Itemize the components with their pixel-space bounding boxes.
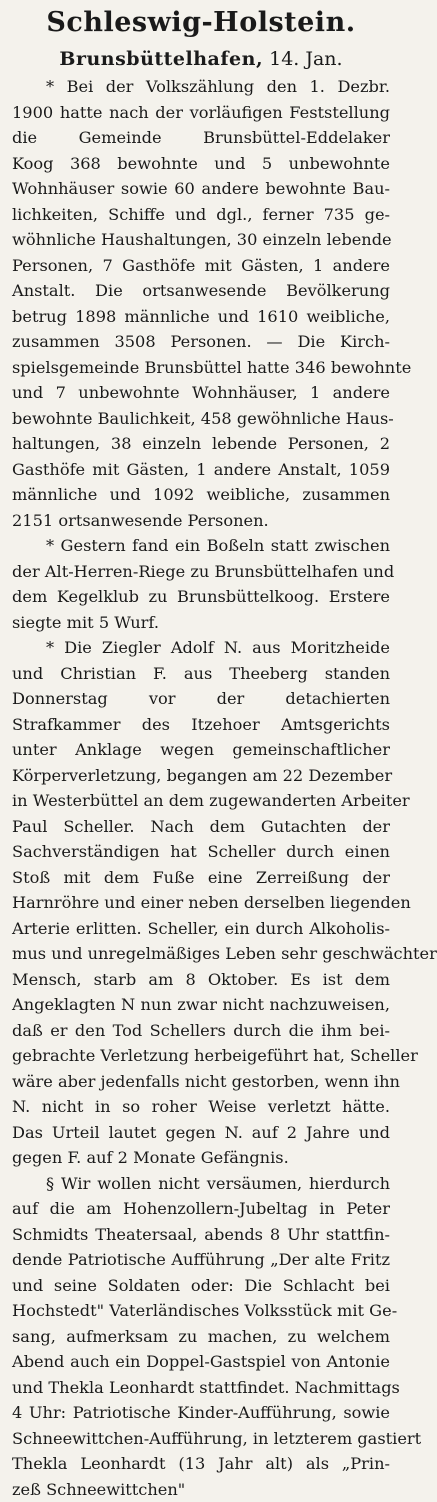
article-line: Mensch, starb am 8 Oktober. Es ist dem <box>12 967 390 993</box>
article-line: betrug 1898 männliche und 1610 weibliche, <box>12 304 390 330</box>
article-line: und 7 unbewohnte Wohnhäuser, 1 andere <box>12 380 390 406</box>
article-line: Paul Scheller. Nach dem Gutachten der <box>12 814 390 840</box>
article-line: Donnerstag vor der detachierten <box>12 686 390 712</box>
article-line: Abend auch ein Doppel-Gastspiel von Antonie <box>12 1349 390 1375</box>
article-line: zeß Schneewittchen" <box>12 1477 390 1502</box>
article-line: gegen F. auf 2 Monate Gefängnis. <box>12 1145 390 1171</box>
article-line: * Die Ziegler Adolf N. aus Moritzheide <box>12 635 390 661</box>
section-heading: Schleswig-Holstein. <box>12 6 390 40</box>
article-line: und Christian F. aus Theeberg standen <box>12 661 390 687</box>
dateline-date: 14. Jan. <box>269 48 342 70</box>
article-paragraph <box>12 74 390 533</box>
article-line: siegte mit 5 Wurf. <box>12 610 390 636</box>
article-paragraph <box>12 635 390 1171</box>
article-line: der Alt-Herren-Riege zu Brunsbüttelhafen und <box>12 559 390 585</box>
article-line: 1900 hatte nach der vorläufigen Feststellung <box>12 100 390 126</box>
article-line: in Westerbüttel an dem zugewanderten Arbeiter <box>12 788 390 814</box>
article-line: lichkeiten, Schiffe und dgl., ferner 735 ge- <box>12 202 390 228</box>
article-line: haltungen, 38 einzeln lebende Personen, 2 <box>12 431 390 457</box>
article-line: Anstalt. Die ortsanwesende Bevölkerung <box>12 278 390 304</box>
article-line: Hochstedt" Vaterländisches Volksstück mit Ge- <box>12 1298 390 1324</box>
article-line: Strafkammer des Itzehoer Amtsgerichts <box>12 712 390 738</box>
article-line: 4 Uhr: Patriotische Kinder-Aufführung, sowie <box>12 1400 390 1426</box>
article-line: Koog 368 bewohnte und 5 unbewohnte <box>12 151 390 177</box>
dateline-place: Brunsbüttelhafen, <box>59 48 263 70</box>
article-line: zusammen 3508 Personen. — Die Kirch- <box>12 329 390 355</box>
article-line: Sachverständigen hat Scheller durch einen <box>12 839 390 865</box>
article-line: Das Urteil lautet gegen N. auf 2 Jahre und <box>12 1120 390 1146</box>
article-line: auf die am Hohenzollern-Jubeltag in Peter <box>12 1196 390 1222</box>
article-line: gebrachte Verletzung herbeigeführt hat, Scheller <box>12 1043 390 1069</box>
article-line: die Gemeinde Brunsbüttel-Eddelaker <box>12 125 390 151</box>
article-line: Thekla Leonhardt (13 Jahr alt) als „Prin- <box>12 1451 390 1477</box>
article-body <box>12 74 390 1502</box>
article-paragraph <box>12 1171 390 1502</box>
article-line: männliche und 1092 weibliche, zusammen <box>12 482 390 508</box>
article-line: dende Patriotische Aufführung „Der alte Fritz <box>12 1247 390 1273</box>
article-line: § Wir wollen nicht versäumen, hierdurch <box>12 1171 390 1197</box>
article-line: bewohnte Baulichkeit, 458 gewöhnliche Haus- <box>12 406 390 432</box>
article-line: unter Anklage wegen gemeinschaftlicher <box>12 737 390 763</box>
article-line: mus und unregelmäßiges Leben sehr geschwächter <box>12 941 390 967</box>
article-line: wäre aber jedenfalls nicht gestorben, wenn ihn <box>12 1069 390 1095</box>
article-line: Stoß mit dem Fuße eine Zerreißung der <box>12 865 390 891</box>
article-line: * Bei der Volkszählung den 1. Dezbr. <box>12 74 390 100</box>
article-line: * Gestern fand ein Boßeln statt zwischen <box>12 533 390 559</box>
article-line: daß er den Tod Schellers durch die ihm bei- <box>12 1018 390 1044</box>
article-line: Gasthöfe mit Gästen, 1 andere Anstalt, 1059 <box>12 457 390 483</box>
article-line: Schmidts Theatersaal, abends 8 Uhr stattfin- <box>12 1222 390 1248</box>
article-line: sang, aufmerksam zu machen, zu welchem <box>12 1324 390 1350</box>
article-line: und Thekla Leonhardt stattfindet. Nachmittags <box>12 1375 390 1401</box>
article-line: 2151 ortsanwesende Personen. <box>12 508 390 534</box>
article-line: Angeklagten N nun zwar nicht nachzuweisen, <box>12 992 390 1018</box>
article-line: Arterie erlitten. Scheller, ein durch Alkoholis- <box>12 916 390 942</box>
article-line: Harnröhre und einer neben derselben liegenden <box>12 890 390 916</box>
article-line: wöhnliche Haushaltungen, 30 einzeln lebende <box>12 227 390 253</box>
article-line: und seine Soldaten oder: Die Schlacht bei <box>12 1273 390 1299</box>
article-line: spielsgemeinde Brunsbüttel hatte 346 bewohnte <box>12 355 390 381</box>
article-line: Personen, 7 Gasthöfe mit Gästen, 1 andere <box>12 253 390 279</box>
article-line: Schneewittchen-Aufführung, in letzterem gastiert <box>12 1426 390 1452</box>
article-line: dem Kegelklub zu Brunsbüttelkoog. Erstere <box>12 584 390 610</box>
article-paragraph <box>12 533 390 635</box>
article-line: N. nicht in so roher Weise verletzt hätte. <box>12 1094 390 1120</box>
dateline <box>12 46 390 72</box>
article-line: Wohnhäuser sowie 60 andere bewohnte Bau- <box>12 176 390 202</box>
article-line: Körperverletzung, begangen am 22 Dezember <box>12 763 390 789</box>
